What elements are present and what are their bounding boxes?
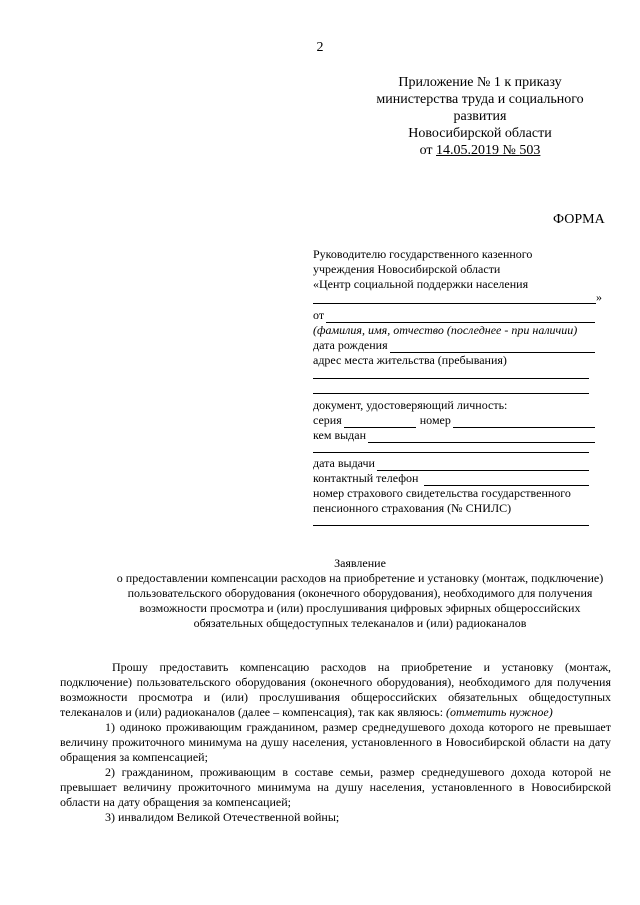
- statement-subtitle-line-3: возможности просмотра и (или) прослушивания цифровых эфирных общероссийских: [139, 601, 581, 615]
- series-input-line[interactable]: [344, 415, 416, 428]
- phone-field[interactable]: [313, 471, 589, 486]
- number-input-line[interactable]: [453, 415, 595, 428]
- phone-input-line[interactable]: [424, 473, 589, 486]
- name-hint: (фамилия, имя, отчество (последнее - при наличии): [313, 323, 578, 337]
- option-item-3[interactable]: 3) инвалидом Великой Отечественной войны;: [105, 810, 340, 824]
- number-label: номер: [419, 413, 451, 427]
- address-line-2[interactable]: [313, 393, 589, 394]
- option-item-2[interactable]: 2) гражданином, проживающим в составе семьи, размер среднедушевого дохода которой не превышает величину прожиточного минимума на душу населения, установленного в Новосибирской области на дату обращения за компенсацией;: [60, 765, 611, 809]
- issued-by-input-line[interactable]: [368, 430, 595, 443]
- birth-date-label: дата рождения: [313, 338, 388, 352]
- body-intro-text: Прошу предоставить компенсацию расходов на приобретение и установку (монтаж, подключение) пользовательского оборудования (оконечного оборудования), необходимого для получения возможности просмотра и (или) прослушивания общероссийских обязательных общедоступных телеканалов и (или) радиоканалов (далее – компенсация), так как являюсь:: [60, 660, 611, 719]
- appendix-header: [360, 74, 600, 159]
- addressee-quote-close: »: [596, 290, 602, 304]
- from-field[interactable]: [313, 308, 595, 323]
- statement-title: Заявление: [334, 556, 386, 570]
- from-input-line[interactable]: [326, 310, 595, 323]
- addressee-line-1: Руководителю государственного казенного: [313, 247, 533, 261]
- birth-date-field[interactable]: [313, 338, 595, 353]
- birth-date-input-line[interactable]: [390, 340, 595, 353]
- addressee-line-3: «Центр социальной поддержки населения: [313, 277, 529, 291]
- issued-by-label: кем выдан: [313, 428, 367, 442]
- statement-subtitle-line-1: о предоставлении компенсации расходов на приобретение и установку (монтаж, подключение): [116, 571, 604, 585]
- address-line-1[interactable]: [313, 378, 589, 379]
- id-document-label: документ, удостоверяющий личность:: [313, 398, 508, 412]
- body-intro: [60, 660, 611, 720]
- address-label: адрес места жительства (пребывания): [313, 353, 507, 367]
- phone-label: контактный телефон: [313, 471, 419, 485]
- appendix-from: от: [419, 143, 437, 158]
- snils-input-line[interactable]: [313, 525, 589, 526]
- page-number: 2: [316, 40, 324, 55]
- issue-date-label: дата выдачи: [313, 456, 375, 470]
- order-number-sign: №: [499, 143, 520, 158]
- appendix-order-ref: [360, 142, 600, 159]
- issued-by-field[interactable]: [313, 428, 595, 443]
- statement-title-block: [60, 556, 640, 631]
- form-label: ФОРМА: [553, 212, 605, 227]
- body-intro-note: (отметить нужное): [446, 705, 553, 719]
- series-number-field[interactable]: [313, 413, 595, 428]
- addressee-line-2: учреждения Новосибирской области: [313, 262, 501, 276]
- statement-subtitle-line-4: обязательных общедоступных телеканалов и (или) радиоканалов: [193, 616, 527, 630]
- appendix-line-3: развития: [453, 109, 507, 124]
- issue-date-field[interactable]: [313, 456, 589, 471]
- appendix-line-1: Приложение № 1 к приказу: [398, 75, 562, 90]
- addressee-blank-line[interactable]: [313, 303, 596, 304]
- issued-by-line-2[interactable]: [313, 452, 589, 453]
- order-number: 503: [519, 143, 541, 158]
- from-label: от: [313, 308, 325, 322]
- statement-subtitle-line-2: пользовательского оборудования (оконечного оборудования), необходимого для получения: [127, 586, 593, 600]
- order-date: 14.05.2019: [436, 143, 500, 158]
- appendix-line-2: министерства труда и социального: [376, 92, 584, 107]
- snils-label-line-2: пенсионного страхования (№ СНИЛС): [313, 501, 512, 515]
- series-label: серия: [313, 413, 342, 427]
- option-item-1[interactable]: 1) одиноко проживающим гражданином, размер среднедушевого дохода которого не превышает величину прожиточного минимума на душу населения, установленного в Новосибирской области на дату обращения за компенсацией;: [60, 720, 611, 764]
- appendix-line-4: Новосибирской области: [408, 126, 552, 141]
- snils-label-line-1: номер страхового свидетельства государственного: [313, 486, 571, 500]
- statement-body: [60, 660, 611, 825]
- issue-date-input-line[interactable]: [377, 458, 589, 471]
